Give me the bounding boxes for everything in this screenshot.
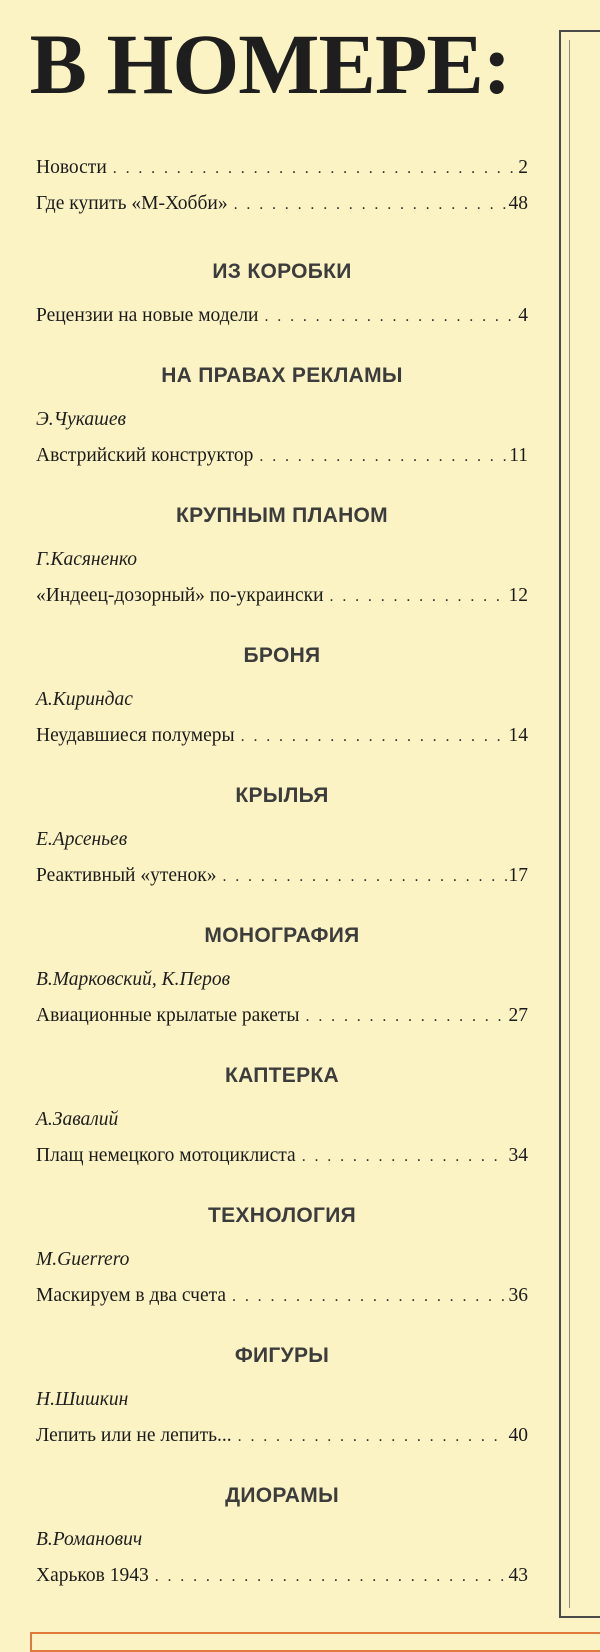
toc-section: [36, 916, 528, 1034]
toc-entry-title: Где купить «М-Хобби»: [36, 193, 228, 214]
toc-entry-page: 34: [508, 1145, 528, 1166]
dot-leader: [241, 719, 507, 755]
article-author: А.Завалий: [36, 1109, 119, 1130]
toc-entry-page: 12: [508, 585, 528, 606]
toc-entry[interactable]: [36, 298, 528, 334]
dot-leader: [302, 1139, 507, 1175]
toc-entry[interactable]: [36, 998, 528, 1034]
section-heading: НА ПРАВАХ РЕКЛАМЫ: [161, 364, 403, 387]
section-heading: КРУПНЫМ ПЛАНОМ: [176, 504, 388, 527]
toc-entry-page: 36: [508, 1285, 528, 1306]
section-heading: ДИОРАМЫ: [225, 1484, 339, 1507]
section-heading: ИЗ КОРОБКИ: [212, 260, 352, 283]
toc-entry-title: «Индеец-дозорный» по-украински: [36, 585, 324, 606]
article-author: Г.Касяненко: [36, 549, 138, 570]
toc-entry-where-to-buy[interactable]: [36, 186, 528, 222]
toc-section: [36, 1196, 528, 1314]
toc-entry[interactable]: [36, 578, 528, 614]
dot-leader: [222, 859, 506, 895]
page-title: В НОМЕРЕ:: [29, 16, 511, 112]
section-heading: ТЕХНОЛОГИЯ: [208, 1204, 356, 1227]
dot-leader: [306, 999, 507, 1035]
section-heading: БРОНЯ: [243, 644, 321, 667]
dot-leader: [238, 1419, 507, 1455]
toc-entry-title: Австрийский конструктор: [36, 445, 254, 466]
section-heading: КРЫЛЬЯ: [235, 784, 329, 807]
toc-entry-page: 40: [508, 1425, 528, 1446]
table-of-contents: [36, 150, 528, 1594]
dot-leader: [232, 1279, 506, 1315]
toc-section: [36, 776, 528, 894]
toc-entry-title: Авиационные крылатые ракеты: [36, 1005, 300, 1026]
dot-leader: [234, 187, 507, 223]
toc-entry-page: 4: [518, 305, 528, 326]
toc-entry-page: 17: [508, 865, 528, 886]
article-author: В.Марковский, К.Перов: [36, 969, 231, 990]
toc-entry-news[interactable]: [36, 150, 528, 186]
toc-entry-title: Рецензии на новые модели: [36, 305, 259, 326]
toc-entry-page: 48: [508, 193, 528, 214]
article-author: В.Романович: [36, 1529, 143, 1550]
article-author: А.Кириндас: [36, 689, 133, 710]
bottom-frame: [30, 1632, 600, 1652]
toc-section: [36, 356, 528, 474]
section-heading: МОНОГРАФИЯ: [204, 924, 360, 947]
article-author: Е.Арсеньев: [36, 829, 128, 850]
toc-section: [36, 496, 528, 614]
toc-entry-title: Реактивный «утенок»: [36, 865, 217, 886]
toc-entry[interactable]: [36, 718, 528, 754]
side-panel-rule: [569, 40, 600, 1608]
section-heading: КАПТЕРКА: [224, 1064, 340, 1087]
dot-leader: [113, 151, 516, 187]
toc-entry-title: Неудавшиеся полумеры: [36, 725, 235, 746]
toc-entry-page: 27: [508, 1005, 528, 1026]
toc-entry[interactable]: [36, 858, 528, 894]
toc-entry-page: 14: [508, 725, 528, 746]
toc-entry-title: Харьков 1943: [36, 1565, 149, 1586]
toc-entry-title: Плащ немецкого мотоциклиста: [36, 1145, 296, 1166]
dot-leader: [264, 299, 516, 335]
toc-entry-page: 2: [518, 157, 528, 178]
article-author: M.Guerrero: [36, 1249, 130, 1270]
toc-entry[interactable]: [36, 438, 528, 474]
article-author: Э.Чукашев: [36, 409, 126, 430]
toc-section: [36, 1056, 528, 1174]
toc-entry[interactable]: [36, 1418, 528, 1454]
article-author: Н.Шишкин: [36, 1389, 129, 1410]
toc-entry-title: Лепить или не лепить...: [36, 1425, 232, 1446]
toc-section: [36, 636, 528, 754]
toc-section: [36, 252, 528, 334]
toc-entry[interactable]: [36, 1138, 528, 1174]
toc-entry[interactable]: [36, 1558, 528, 1594]
section-heading: ФИГУРЫ: [234, 1344, 330, 1367]
toc-entry[interactable]: [36, 1278, 528, 1314]
toc-entry-page: 43: [508, 1565, 528, 1586]
dot-leader: [330, 579, 507, 615]
toc-entry-title: Новости: [36, 157, 107, 178]
dot-leader: [259, 439, 507, 475]
toc-entry-title: Маскируем в два счета: [36, 1285, 227, 1306]
dot-leader: [155, 1559, 507, 1595]
toc-section: [36, 1476, 528, 1594]
toc-section: [36, 1336, 528, 1454]
toc-entry-page: 11: [509, 445, 528, 466]
